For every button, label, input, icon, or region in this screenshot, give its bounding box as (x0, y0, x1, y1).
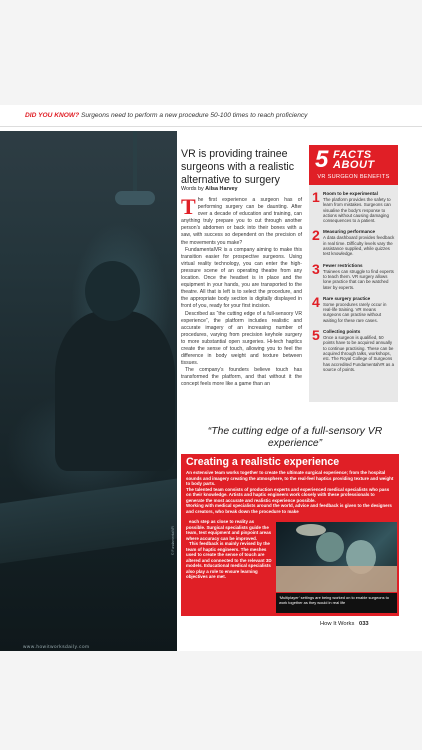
surgeon-head (85, 261, 140, 321)
feature-paragraph: The talented team consists of production experts and experienced medical specialists who pass on their knowledge. Artists and haptic engineers work closely with these professionals to generate the most accurate and realistic experience possible. (186, 486, 390, 503)
article-paragraph: The company’s founders believe touch has transformed the platform, and that without it the concept feels more like a game than an (181, 367, 302, 388)
surgeon-vr-photo (0, 131, 177, 651)
article-paragraph: The first experience a surgeon has of performing surgery can be daunting. After over a decade of education and training, can anything truly prepare you to cut through another person’s abdomen or back into their bones with a saw, with success so dependent on the precision of the movements you make? (181, 194, 302, 246)
article-title: VR is providing trainee surgeons with a realistic alternative to surgery (181, 148, 295, 186)
drop-cap: T (181, 194, 196, 219)
fact-item (309, 260, 398, 290)
fact-item (309, 229, 398, 256)
facts-header (309, 145, 398, 185)
fact-title: Measuring performance (323, 229, 376, 235)
operating-table (276, 566, 397, 592)
feature-box-intro (186, 470, 394, 514)
magazine-name: How It Works (320, 621, 355, 627)
feature-paragraph: each step as close to reality as possible. Surgical specialists guide the team, test equipment and pinpoint areas where accuracy can be improved. (186, 519, 272, 541)
fact-item (309, 191, 398, 223)
fact-title: Rare surgery practice (323, 295, 371, 301)
fact-number: 5 (312, 327, 320, 344)
feature-paragraph: This feedback is mainly revised by the team of haptic engineers. The meshes used to create the sense of touch are altered and connected to the relevant 3D models. Educational medical specialists also play a role to ensure learning objectives are met. (186, 541, 272, 579)
page-footer (320, 621, 369, 627)
pull-quote: “The cutting edge of a full-sensory VR experience” (207, 426, 383, 449)
article-paragraph: FundamentalVR is a company aiming to make this transition easier for prospective surgeons. Using virtual reality technology, you can enter the high-pressure scene of an operating theatre from any location. Once the headset is in place and the equipment in your hands, you are transported to the theatre. All that is left is to select the procedure, and the appropriate body section is digitally displayed in front of you, ready for your first incision. (181, 246, 302, 310)
fact-title: Room to be experimental (323, 191, 378, 196)
website-credit: www.howitworksdaily.com (23, 644, 90, 649)
surgeon-silhouette (55, 311, 175, 471)
fact-text: The platform provides the safety to learn from mistakes. Surgeons can visualise the body’s response to actions without causing damaging consequences to a patient. (323, 197, 391, 224)
article-body (181, 194, 302, 389)
did-you-know-text: Surgeons need to perform a new procedure 50-100 times to reach proficiency (80, 112, 308, 119)
photo-gutter-credit: © FundamentalVR (171, 526, 175, 555)
facts-word-2: ABOUT (333, 159, 375, 171)
fact-number: 4 (312, 293, 320, 310)
feature-paragraph: Working with medical specialists around the world, advice and feedback is given to the designers and creators, who break down the procedure to make (186, 503, 392, 514)
photo-caption: ‘Multiplayer’ settings are being worked on to enable surgeons to work together as they would in real life (276, 593, 397, 613)
article-paragraph: Described as “the cutting edge of a full-sensory VR experience”, the platform includes realistic and accurate imagery of an increasing number of procedures, varying from precision keyhole surgery to more substantial open surgeries. Hi-tech haptics create the sense of touch, allowing you to feel the difference in body weight and texture between tissues. (181, 310, 302, 367)
fact-item (309, 293, 398, 323)
magazine-page (0, 105, 422, 651)
facts-subtitle: VR SURGEON BENEFITS (317, 174, 390, 180)
feature-paragraph: An extensive team works together to create the ultimate surgical experience; from the hospital sounds and imagery creating the atmosphere, to the real-feel haptics providing texture and weight to body parts. (186, 470, 394, 486)
facts-panel (309, 145, 398, 402)
feature-box-column (186, 519, 273, 580)
fact-text: Some procedures rarely occur in real-life training. VR means surgeons can practise without waiting for these rare cases. (323, 301, 387, 323)
fact-number: 2 (312, 227, 320, 244)
page-number: 033 (358, 621, 369, 627)
feature-box-title: Creating a realistic experience (186, 456, 340, 468)
byline-prefix: Words by (181, 186, 204, 192)
fact-title: Collecting points (323, 329, 361, 335)
did-you-know-banner (0, 105, 422, 127)
byline-author: Ailsa Harvey (205, 186, 238, 192)
lamp-arm (133, 131, 137, 191)
surgeons-inset-photo (276, 522, 397, 592)
byline (181, 186, 238, 192)
facts-number: 5 (315, 146, 329, 173)
surgeon-figure (316, 532, 344, 562)
fact-title: Fewer restrictions (323, 262, 363, 268)
feature-box (181, 454, 399, 616)
surgical-lamp (115, 191, 155, 205)
facts-word-1: FACTS (333, 149, 372, 161)
fact-text: Once a surgeon is qualified, 50 points have to be acquired annually to continue practising. These can be acquired through talks, workshops, etc. The Royal College of Surgeons has accredited FundamentalVR as a source of points. (323, 335, 395, 372)
did-you-know-label: DID YOU KNOW? (25, 112, 80, 119)
fact-text: A data dashboard provides feedback in real time. Difficulty levels vary the assistance supplied, while quizzes test knowledge. (323, 235, 395, 257)
fact-number: 1 (312, 189, 320, 205)
fact-text: Trainees can struggle to find experts to teach them. VR surgery allows lone practice that can be watched later by experts. (323, 268, 394, 290)
fact-number: 3 (312, 260, 320, 277)
fact-item (309, 329, 398, 372)
